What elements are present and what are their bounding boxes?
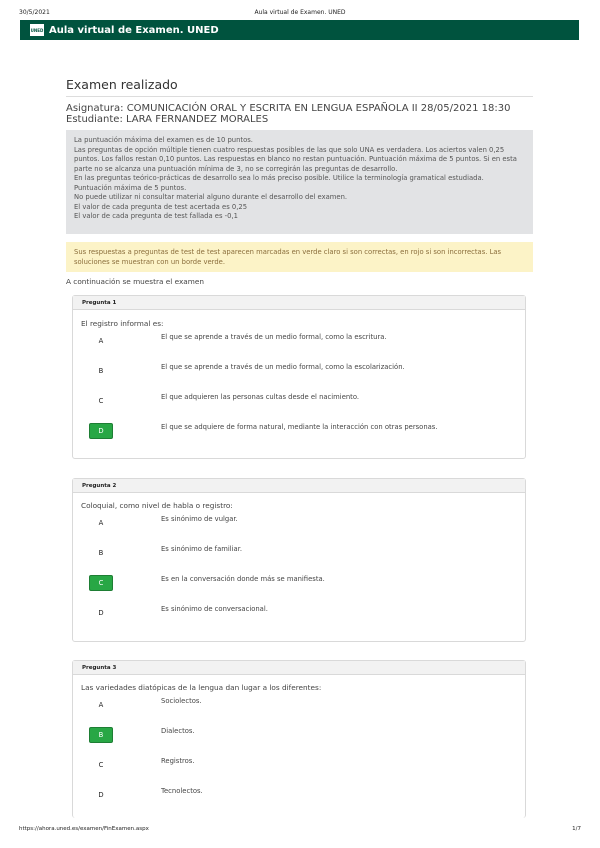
question-card-1 <box>72 295 526 459</box>
option-letter-d-correct[interactable]: D <box>89 423 113 439</box>
uned-logo[interactable]: UNED <box>30 24 44 36</box>
question-label: Pregunta 1 <box>73 296 525 310</box>
print-footer <box>19 826 581 836</box>
option-text: Tecnolectos. <box>161 787 203 795</box>
print-title: Aula virtual de Examen. UNED <box>254 9 346 16</box>
page-title: Examen realizado <box>66 77 533 97</box>
exam-intro: A continuación se muestra el examen <box>66 277 204 286</box>
top-bar <box>20 20 579 40</box>
option-letter-a[interactable]: A <box>98 701 104 709</box>
page-number: 1/7 <box>572 826 581 832</box>
site-title[interactable]: Aula virtual de Examen. UNED <box>49 24 219 36</box>
instruction-line: La puntuación máxima del examen es de 10 puntos. <box>74 136 253 144</box>
instruction-line: puntos. Los fallos restan 0,10 puntos. Las respuestas en blanco no restan puntuación. Puntuación máxima de 5 puntos. Si en esta <box>74 155 517 163</box>
question-text: El registro informal es: <box>81 319 164 328</box>
option-text: El que adquieren las personas cultas desde el nacimiento. <box>161 393 360 401</box>
option-letter-d[interactable]: D <box>98 791 104 799</box>
option-letter-c[interactable]: C <box>98 397 104 405</box>
option-text: El que se adquiere de forma natural, mediante la interacción con otras personas. <box>161 423 438 431</box>
subject-line: Asignatura: COMUNICACIÓN ORAL Y ESCRITA EN LENGUA ESPAÑOLA II 28/05/2021 18:30 <box>66 103 511 114</box>
option-text: Es en la conversación donde más se manifiesta. <box>161 575 325 583</box>
instruction-line: En las preguntas teórico-prácticas de desarrollo sea lo más preciso posible. Utilice la terminología gramatical estudiada. <box>74 174 484 182</box>
option-text: Es sinónimo de conversacional. <box>161 605 268 613</box>
question-card-2 <box>72 478 526 642</box>
instruction-line: El valor de cada pregunta de test fallada es -0,1 <box>74 212 238 220</box>
option-text: Dialectos. <box>161 727 195 735</box>
instruction-line: Puntuación máxima de 5 puntos. <box>74 183 187 192</box>
option-text: Es sinónimo de familiar. <box>161 545 243 553</box>
question-text: Las variedades diatópicas de la lengua dan lugar a los diferentes: <box>81 683 322 692</box>
instruction-line: No puede utilizar ni consultar material alguno durante el desarrollo del examen. <box>74 193 348 201</box>
instruction-line: Las preguntas de opción múltiple tienen cuatro respuestas posibles de las que solo UNA es verdadera. Los aciertos valen 0,25 <box>74 145 505 154</box>
notice-line: Sus respuestas a preguntas de test de test aparecen marcadas en verde claro si son correctas, en rojo si son incorrectas. Las <box>74 248 502 256</box>
option-letter-a[interactable]: A <box>98 519 104 527</box>
option-letter-b[interactable]: B <box>98 367 104 375</box>
print-url: https://ahora.uned.es/examen/FinExamen.aspx <box>19 826 149 832</box>
notice-line: soluciones se muestran con un borde verde. <box>74 258 225 266</box>
exam-instructions <box>66 130 533 234</box>
option-letter-c-correct[interactable]: C <box>89 575 113 591</box>
option-text: El que se aprende a través de un medio formal, como la escritura. <box>161 333 387 341</box>
print-date: 30/5/2021 <box>19 9 50 16</box>
instruction-line: El valor de cada pregunta de test acertada es 0,25 <box>74 202 248 211</box>
option-text: Sociolectos. <box>161 697 202 705</box>
option-letter-d[interactable]: D <box>98 609 104 617</box>
option-letter-c[interactable]: C <box>98 761 104 769</box>
option-letter-b-correct[interactable]: B <box>89 727 113 743</box>
question-card-3 <box>72 660 526 818</box>
print-header <box>19 9 581 19</box>
answer-legend-notice <box>66 242 533 272</box>
option-text: Es sinónimo de vulgar. <box>161 515 238 523</box>
exam-subject <box>66 103 510 125</box>
option-letter-a[interactable]: A <box>98 337 104 345</box>
question-text: Coloquial, como nivel de habla o registro: <box>81 501 233 510</box>
option-text: Registros. <box>161 757 195 765</box>
student-line: Estudiante: LARA FERNANDEZ MORALES <box>66 114 269 125</box>
option-letter-b[interactable]: B <box>98 549 104 557</box>
question-label: Pregunta 2 <box>73 479 525 493</box>
instruction-line: parte no se alcanza una puntuación mínima de 3, no se corregirán las preguntas de desarrollo. <box>74 164 398 173</box>
option-text: El que se aprende a través de un medio formal, como la escolarización. <box>161 363 405 371</box>
question-label: Pregunta 3 <box>73 661 525 675</box>
